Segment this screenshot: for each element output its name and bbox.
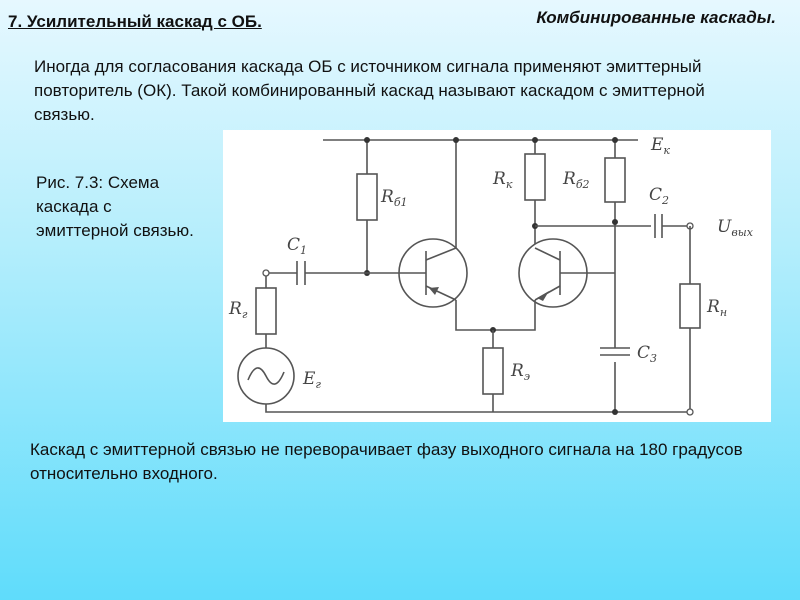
label-rb2: $R_{б2}$ — [563, 169, 590, 191]
label-rb1: $R_{б1}$ — [381, 187, 408, 209]
label-rg: $R_г$ — [229, 299, 248, 321]
transistor-t1 — [367, 239, 467, 307]
resistor-rk — [525, 154, 545, 200]
capacitor-c2 — [655, 214, 662, 238]
label-rk: $R_к$ — [493, 169, 513, 191]
resistor-rg — [256, 288, 276, 334]
label-c1: $C_1$ — [287, 235, 308, 257]
label-eg: $E_г$ — [303, 369, 321, 391]
figure-caption: Рис. 7.3: Схема каскада с эмиттерной связью. — [36, 173, 194, 240]
generator-eg — [238, 348, 294, 404]
label-uout: $U_{вых}$ — [717, 217, 753, 239]
circuit-diagram — [223, 130, 771, 422]
label-ek: $E_к$ — [651, 135, 670, 157]
capacitor-c1 — [297, 261, 305, 285]
label-c3: $C_3$ — [637, 343, 658, 365]
intro-paragraph: Иногда для согласования каскада ОБ с источником сигнала применяют эмиттерный повторитель (ОК). Такой комбинированный каскад называют каскадом с эмиттерной связью. — [34, 57, 705, 124]
label-c2: $C_2$ — [649, 185, 670, 207]
label-re: $R_э$ — [511, 361, 530, 383]
slide-title: 7. Усилительный каскад с ОБ. — [8, 12, 262, 31]
section-title: Комбинированные каскады. — [536, 8, 776, 27]
resistor-rb1 — [357, 174, 377, 220]
conclusion-paragraph: Каскад с эмиттерной связью не переворачивает фазу выходного сигнала на 180 градусов относительно входного. — [30, 440, 743, 483]
transistor-t2 — [519, 239, 615, 307]
label-rn: $R_н$ — [707, 297, 728, 319]
capacitor-c3 — [600, 348, 630, 355]
resistor-rn — [680, 284, 700, 328]
resistor-rb2 — [605, 158, 625, 202]
resistor-re — [483, 348, 503, 394]
